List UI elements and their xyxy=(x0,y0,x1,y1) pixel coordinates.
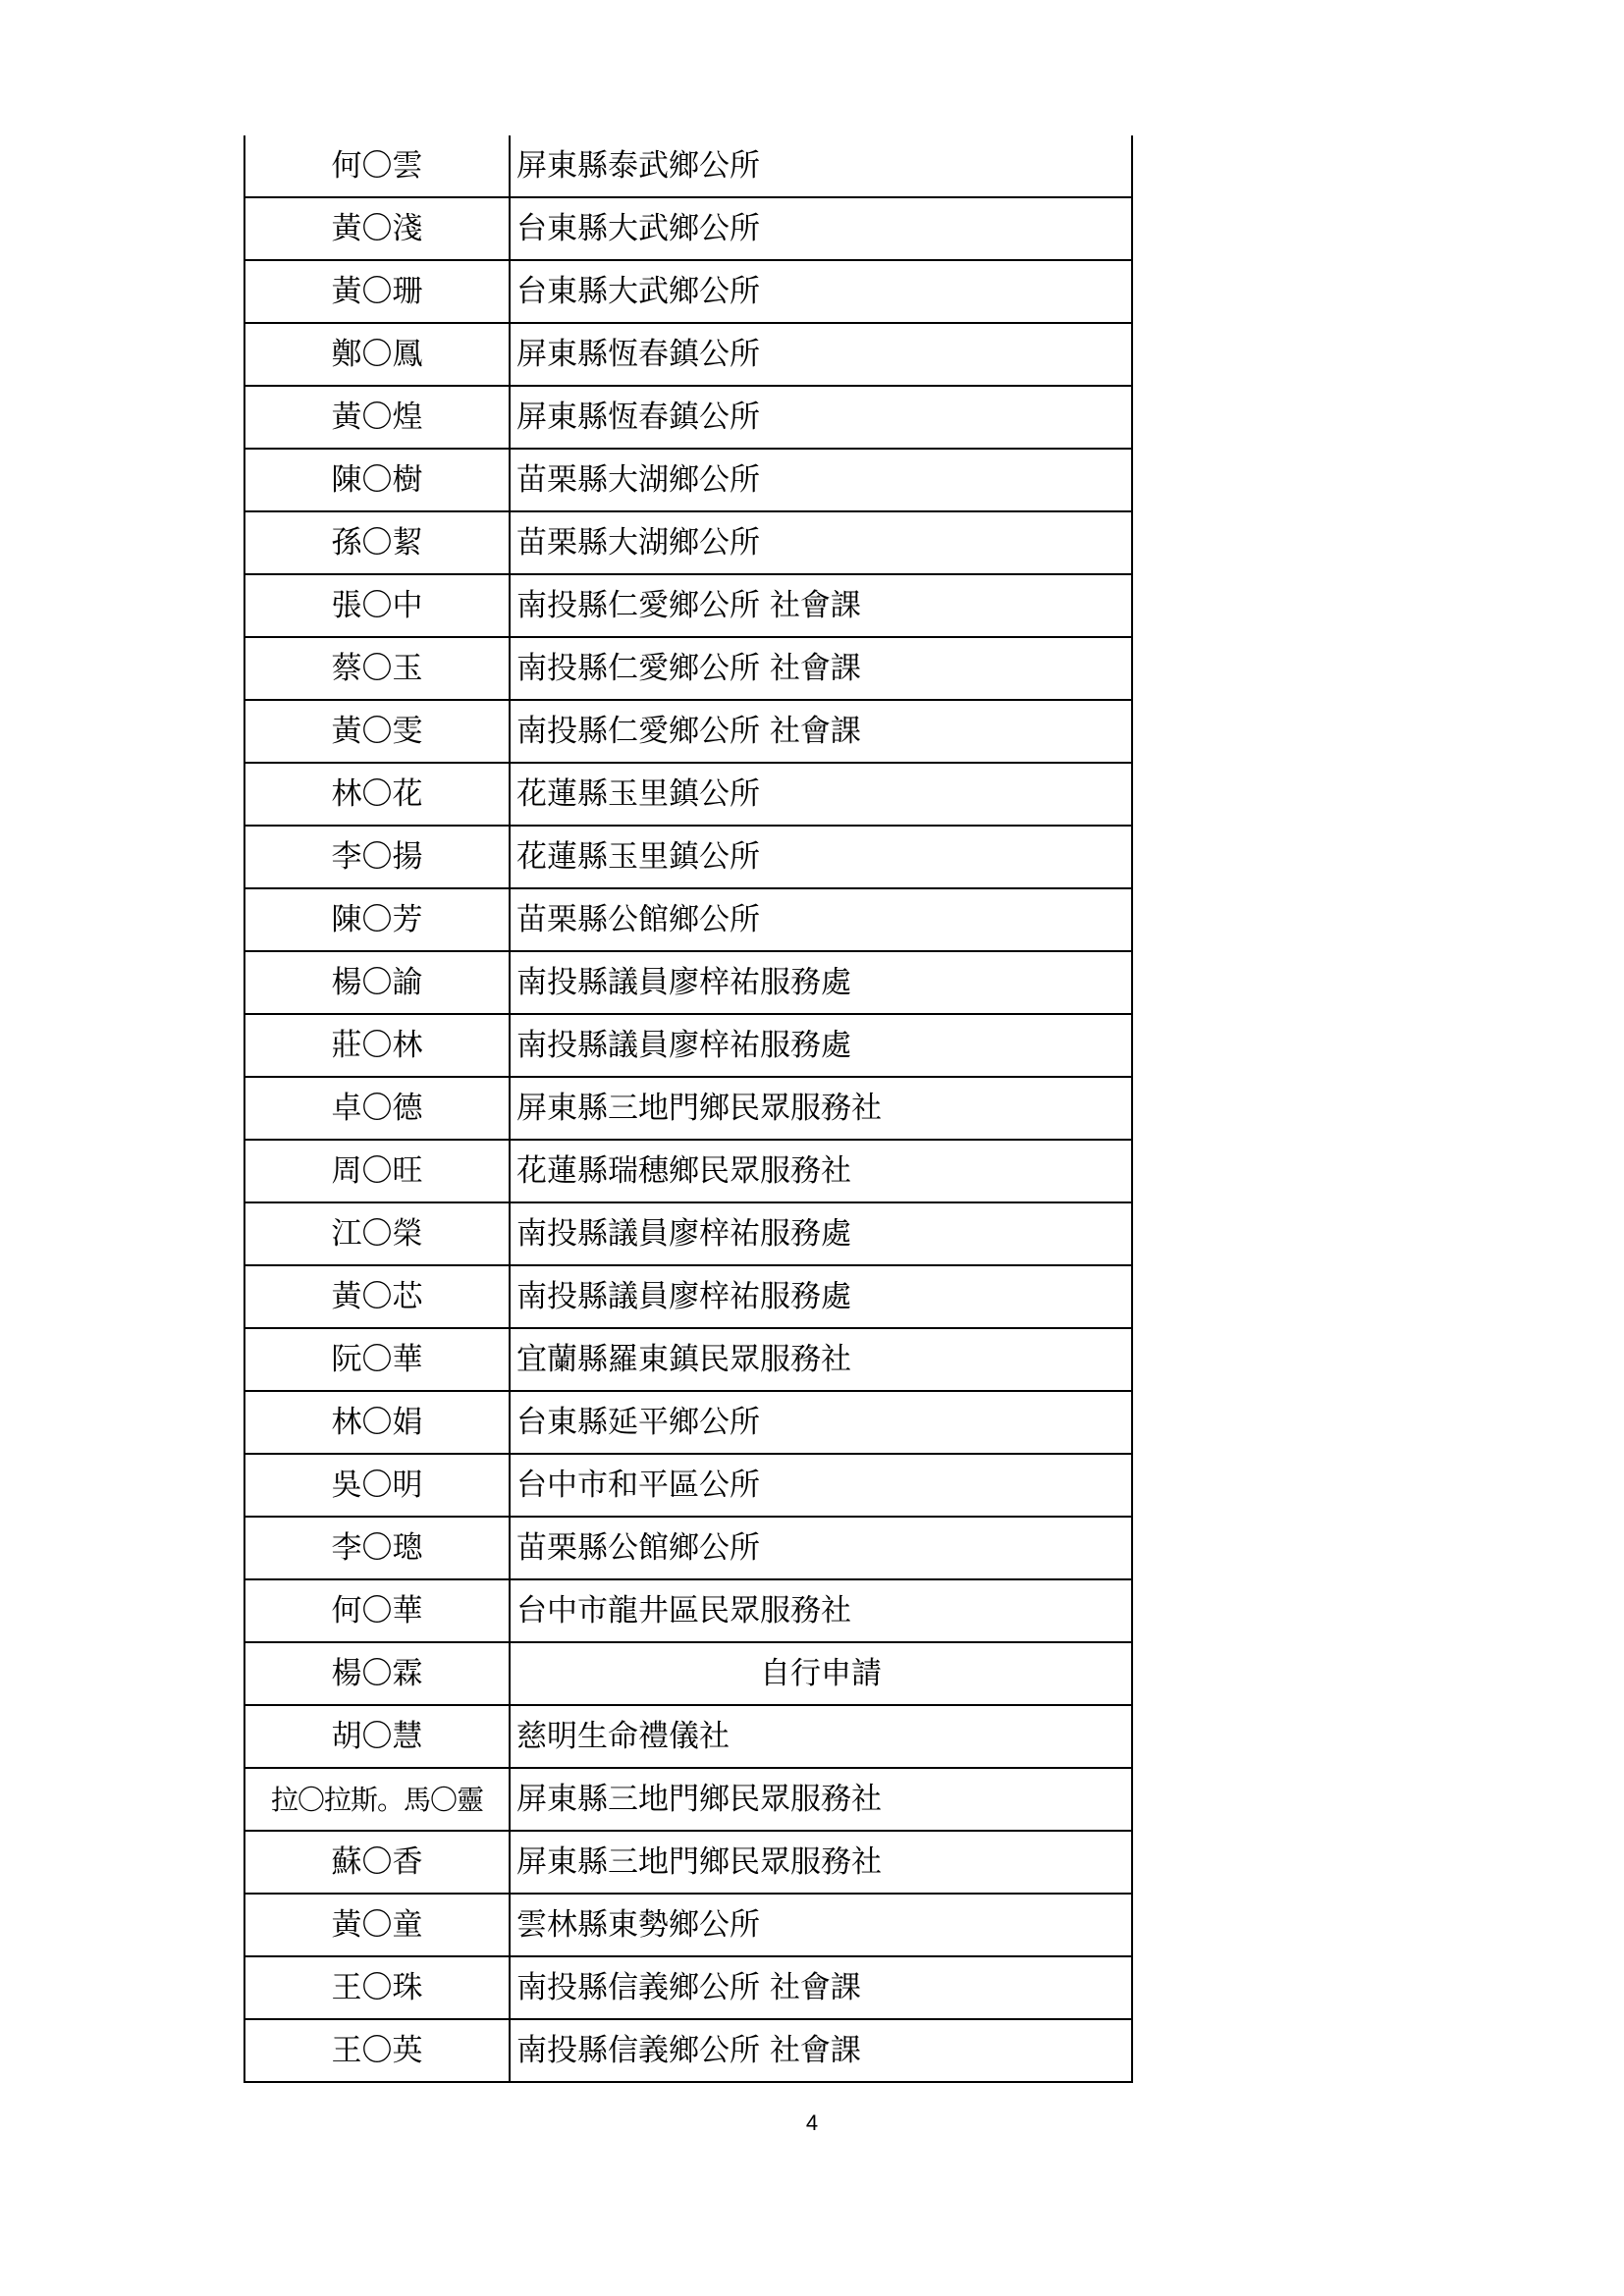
table-row xyxy=(244,1014,1132,1077)
organization-cell: 花蓮縣瑞穗鄉民眾服務社 xyxy=(510,1140,1132,1202)
name-cell: 何〇雲 xyxy=(244,135,510,197)
table-row xyxy=(244,1517,1132,1579)
organization-cell: 雲林縣東勢鄉公所 xyxy=(510,1894,1132,1956)
name-cell: 孫〇絜 xyxy=(244,511,510,574)
name-cell: 拉〇拉斯。馬〇靈 xyxy=(244,1768,510,1831)
organization-cell: 南投縣仁愛鄉公所 社會課 xyxy=(510,700,1132,763)
table-row xyxy=(244,1391,1132,1454)
table-row xyxy=(244,574,1132,637)
table-row xyxy=(244,1768,1132,1831)
table-row xyxy=(244,1328,1132,1391)
table-row xyxy=(244,197,1132,260)
name-cell: 黃〇雯 xyxy=(244,700,510,763)
table-row xyxy=(244,1579,1132,1642)
name-cell: 胡〇慧 xyxy=(244,1705,510,1768)
name-cell: 周〇旺 xyxy=(244,1140,510,1202)
name-cell: 何〇華 xyxy=(244,1579,510,1642)
organization-cell: 南投縣議員廖梓祐服務處 xyxy=(510,1265,1132,1328)
name-cell: 陳〇芳 xyxy=(244,888,510,951)
organization-cell: 台東縣大武鄉公所 xyxy=(510,197,1132,260)
name-cell: 李〇璁 xyxy=(244,1517,510,1579)
page-number: 4 xyxy=(805,2110,819,2135)
organization-cell: 苗栗縣公館鄉公所 xyxy=(510,888,1132,951)
name-cell: 楊〇霖 xyxy=(244,1642,510,1705)
name-cell: 鄭〇鳳 xyxy=(244,323,510,386)
organization-cell: 苗栗縣公館鄉公所 xyxy=(510,1517,1132,1579)
name-cell: 黃〇童 xyxy=(244,1894,510,1956)
name-cell: 張〇中 xyxy=(244,574,510,637)
table-row xyxy=(244,637,1132,700)
table-row xyxy=(244,763,1132,826)
table-row xyxy=(244,1265,1132,1328)
table-row xyxy=(244,1077,1132,1140)
table-row xyxy=(244,511,1132,574)
organization-cell: 屏東縣恆春鎮公所 xyxy=(510,386,1132,449)
organization-cell: 苗栗縣大湖鄉公所 xyxy=(510,511,1132,574)
name-cell: 吳〇明 xyxy=(244,1454,510,1517)
table-row xyxy=(244,2019,1132,2082)
table-row xyxy=(244,1642,1132,1705)
name-cell: 陳〇樹 xyxy=(244,449,510,511)
table-row xyxy=(244,1705,1132,1768)
table-row xyxy=(244,1831,1132,1894)
organization-cell: 南投縣議員廖梓祐服務處 xyxy=(510,951,1132,1014)
table-row xyxy=(244,135,1132,197)
table-row xyxy=(244,951,1132,1014)
table-row xyxy=(244,323,1132,386)
name-cell: 莊〇林 xyxy=(244,1014,510,1077)
name-cell: 江〇榮 xyxy=(244,1202,510,1265)
table-row xyxy=(244,1894,1132,1956)
organization-cell: 南投縣議員廖梓祐服務處 xyxy=(510,1202,1132,1265)
name-cell: 李〇揚 xyxy=(244,826,510,888)
name-cell: 黃〇淺 xyxy=(244,197,510,260)
table-row xyxy=(244,1202,1132,1265)
roster-table xyxy=(244,135,1133,2083)
organization-cell: 苗栗縣大湖鄉公所 xyxy=(510,449,1132,511)
name-cell: 卓〇德 xyxy=(244,1077,510,1140)
name-cell: 王〇珠 xyxy=(244,1956,510,2019)
organization-cell: 南投縣議員廖梓祐服務處 xyxy=(510,1014,1132,1077)
organization-cell: 南投縣仁愛鄉公所 社會課 xyxy=(510,637,1132,700)
table-row xyxy=(244,260,1132,323)
organization-cell: 屏東縣三地門鄉民眾服務社 xyxy=(510,1077,1132,1140)
name-cell: 林〇娟 xyxy=(244,1391,510,1454)
organization-cell: 台東縣延平鄉公所 xyxy=(510,1391,1132,1454)
organization-cell: 屏東縣恆春鎮公所 xyxy=(510,323,1132,386)
table-row xyxy=(244,888,1132,951)
organization-cell: 南投縣仁愛鄉公所 社會課 xyxy=(510,574,1132,637)
name-cell: 黃〇煌 xyxy=(244,386,510,449)
name-cell: 楊〇諭 xyxy=(244,951,510,1014)
name-cell: 黃〇珊 xyxy=(244,260,510,323)
name-cell: 林〇花 xyxy=(244,763,510,826)
organization-cell: 屏東縣三地門鄉民眾服務社 xyxy=(510,1831,1132,1894)
name-cell: 王〇英 xyxy=(244,2019,510,2082)
organization-cell: 屏東縣三地門鄉民眾服務社 xyxy=(510,1768,1132,1831)
name-cell: 蘇〇香 xyxy=(244,1831,510,1894)
organization-cell: 屏東縣泰武鄉公所 xyxy=(510,135,1132,197)
table-row xyxy=(244,700,1132,763)
table-row xyxy=(244,1956,1132,2019)
table-row xyxy=(244,1140,1132,1202)
organization-cell: 花蓮縣玉里鎮公所 xyxy=(510,826,1132,888)
organization-cell: 宜蘭縣羅東鎮民眾服務社 xyxy=(510,1328,1132,1391)
table-row xyxy=(244,449,1132,511)
organization-cell: 南投縣信義鄉公所 社會課 xyxy=(510,2019,1132,2082)
organization-cell: 花蓮縣玉里鎮公所 xyxy=(510,763,1132,826)
name-cell: 黃〇芯 xyxy=(244,1265,510,1328)
table-row xyxy=(244,1454,1132,1517)
organization-cell: 台中市和平區公所 xyxy=(510,1454,1132,1517)
roster-body xyxy=(244,135,1132,2082)
table-row xyxy=(244,826,1132,888)
organization-cell: 慈明生命禮儀社 xyxy=(510,1705,1132,1768)
table-row xyxy=(244,386,1132,449)
organization-cell: 台中市龍井區民眾服務社 xyxy=(510,1579,1132,1642)
organization-cell: 南投縣信義鄉公所 社會課 xyxy=(510,1956,1132,2019)
organization-cell: 台東縣大武鄉公所 xyxy=(510,260,1132,323)
organization-cell: 自行申請 xyxy=(510,1642,1132,1705)
name-cell: 阮〇華 xyxy=(244,1328,510,1391)
name-cell: 蔡〇玉 xyxy=(244,637,510,700)
